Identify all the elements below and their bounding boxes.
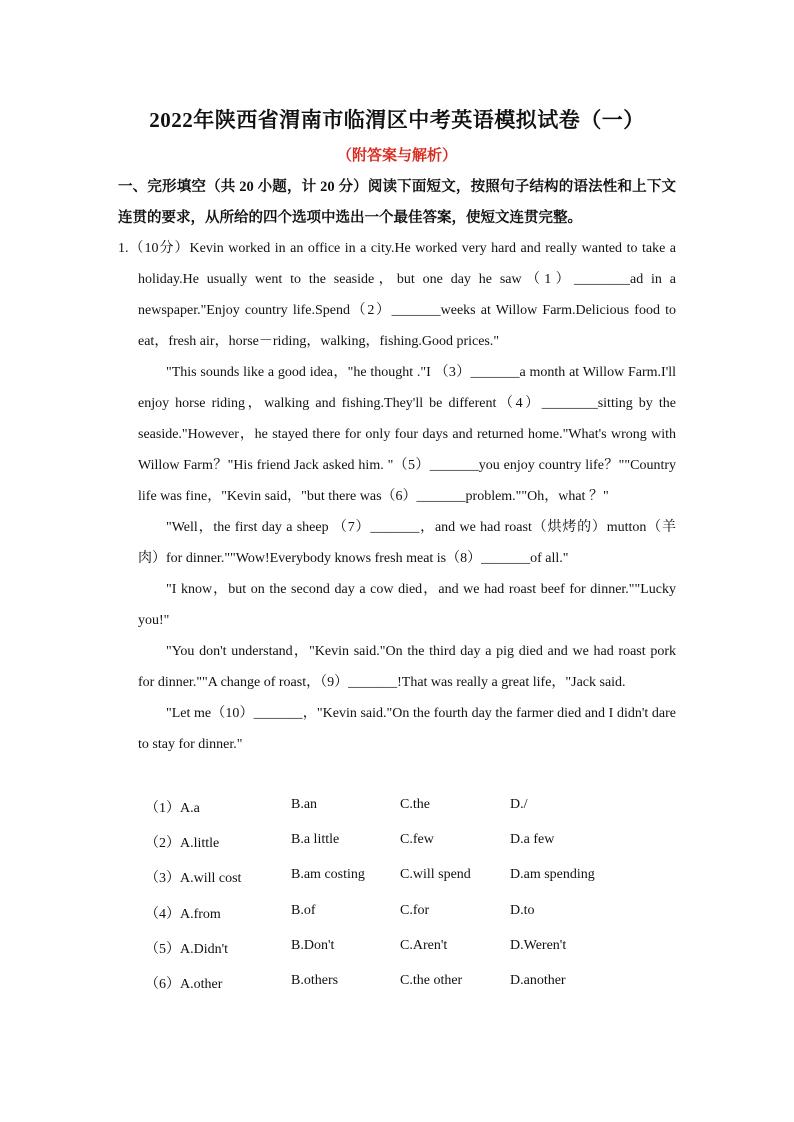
option-a: （6）A.other [145,976,223,992]
option-b: B.others [291,972,339,988]
option-d: D.am spending [510,867,595,883]
option-row [145,832,665,867]
option-row [145,903,665,938]
passage-paragraph: "You don't understand，"Kevin said."On the third day a pig died and we had roast pork for dinner.""A change of roast，（9）_______!That was really a great life，"Jack said. [138,644,676,690]
option-d: D.Weren't [510,937,567,953]
page-subtitle: （附答案与解析） [336,148,457,164]
option-d: D.a few [510,832,555,848]
option-c: C.Aren't [400,937,448,953]
passage-paragraph: "This sounds like a good idea，"he thought ."I （3）_______a month at Willow Farm.I'll enjoy horse riding，walking and fishing.They'll be different（4）________sitting by the seaside."However，he stayed there for only four days and returned home."What's wrong with Willow Farm？"His friend Jack asked him. "（5）_______you enjoy country life？""Country life was fine，"Kevin said，"but there was（6）_______problem.""Oh，what ？" [138,365,676,504]
option-a: （3）A.will cost [145,871,242,887]
page-title: 2022年陕西省渭南市临渭区中考英语模拟试卷（一） [149,108,645,132]
option-c: C.the [400,797,430,812]
answer-options [145,797,665,1008]
option-a: （4）A.from [145,906,221,922]
option-b: B.of [291,902,316,918]
option-row [145,797,665,832]
cloze-passage [118,233,676,760]
option-row [145,867,665,902]
option-a: （2）A.little [145,836,220,852]
section-heading: 一、完形填空（共 20 小题，计 20 分）阅读下面短文，按照句子结构的语法性和上下文连贯的要求，从所给的四个选项中选出一个最佳答案，使短文连贯完整。 [118,179,676,226]
passage-paragraph: 1.（10分）Kevin worked in an office in a city.He worked very hard and really wanted to take a holiday.He usually went to the seaside，but one day he saw（1）________ad in a newspaper."Enjoy country life.Spend（2）_______weeks at Willow Farm.Delicious food to eat，fresh air，horse－riding，walking，fishing.Good prices." [118,241,676,349]
option-row [145,938,665,973]
passage-paragraph: "Well，the first day a sheep （7）_______，and we had roast（烘烤的）mutton（羊肉）for dinner.""Wow!Everybody knows fresh meat is（8）_______of all." [138,520,676,566]
option-d: D.to [510,902,535,918]
option-c: C.the other [400,972,463,988]
option-d: D.another [510,972,566,988]
option-b: B.a little [291,832,340,848]
option-c: C.for [400,902,430,918]
option-c: C.few [400,832,434,848]
option-b: B.an [291,797,318,812]
option-row [145,973,665,1008]
option-a: （5）A.Didn't [145,941,229,957]
option-a: （1）A.a [145,801,200,816]
option-c: C.will spend [400,867,471,883]
option-d: D./ [510,797,528,812]
option-b: B.am costing [291,867,365,883]
option-b: B.Don't [291,937,335,953]
passage-paragraph: "Let me（10）_______，"Kevin said."On the fourth day the farmer died and I didn't dare to stay for dinner." [138,706,676,752]
passage-paragraph: "I know，but on the second day a cow died，and we had roast beef for dinner.""Lucky you!" [138,582,676,628]
